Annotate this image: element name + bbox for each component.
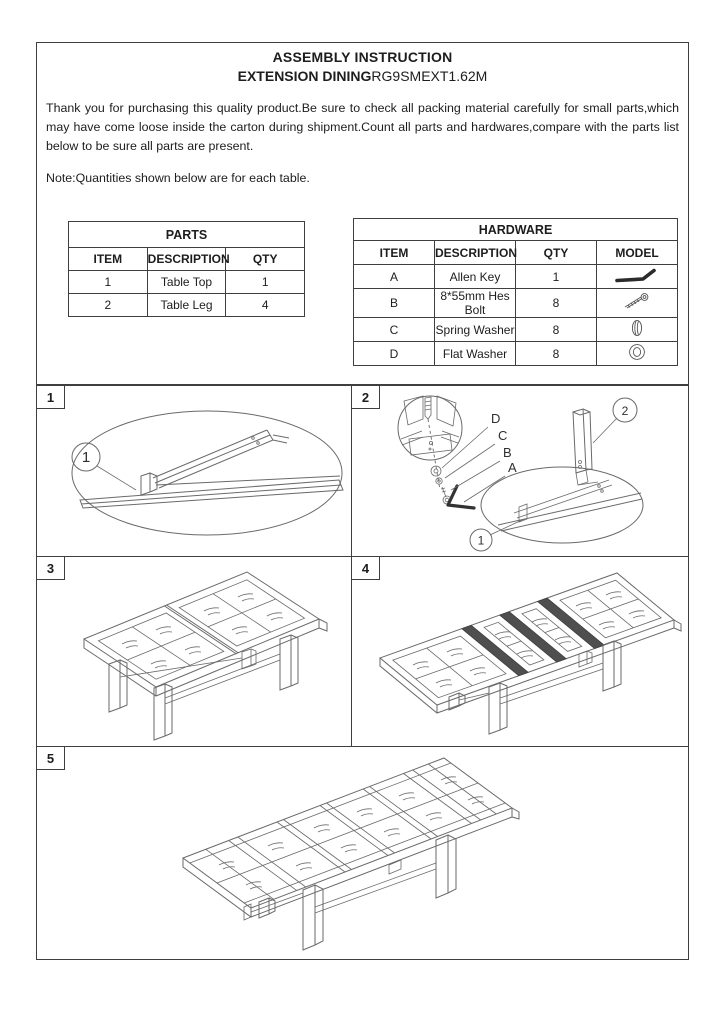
step-5-panel — [36, 746, 689, 960]
page-title: ASSEMBLY INSTRUCTION — [272, 49, 453, 65]
hardware-cell-qty: 8 — [516, 289, 597, 318]
hardware-header-qty: QTY — [516, 241, 597, 265]
step1-drawing — [37, 386, 351, 556]
svg-text:C: C — [498, 428, 508, 443]
step-number-badge: 4 — [351, 556, 380, 580]
table-corner-ellipse — [481, 467, 643, 543]
parts-header-description: DESCRIPTION — [147, 248, 226, 271]
hardware-stack — [431, 466, 474, 508]
page-subtitle — [37, 68, 688, 84]
hardware-cell-model — [597, 342, 678, 366]
hardware-cell-qty: 8 — [516, 318, 597, 342]
table-row — [69, 294, 305, 317]
step-1-panel — [36, 385, 352, 557]
table-row — [354, 342, 678, 366]
step2-drawing — [352, 386, 688, 556]
svg-text:1: 1 — [477, 533, 485, 548]
extension-gap — [538, 598, 605, 648]
step-number-badge: 2 — [351, 385, 380, 409]
header-section — [36, 42, 689, 385]
table-row — [354, 219, 678, 241]
table-top — [380, 573, 681, 713]
table-row — [354, 318, 678, 342]
hardware-cell-model — [597, 265, 678, 289]
hardware-cell-description: Spring Washer — [435, 318, 516, 342]
hardware-cell-model — [597, 318, 678, 342]
hardware-cell-qty: 1 — [516, 265, 597, 289]
svg-text:B: B — [503, 445, 512, 460]
hardware-cell-item: B — [354, 289, 435, 318]
magnified-bracket-detail — [398, 396, 462, 490]
parts-cell-description: Table Leg — [147, 294, 226, 317]
table-row — [354, 289, 678, 318]
step-number-badge: 3 — [36, 556, 65, 580]
hardware-cell-model — [597, 289, 678, 318]
hardware-header-item: ITEM — [354, 241, 435, 265]
table-frame-corner-detail — [80, 430, 343, 508]
hex-bolt-icon — [607, 292, 667, 311]
parts-cell-item: 2 — [69, 294, 148, 317]
hardware-table — [353, 218, 678, 366]
hardware-cell-description: 8*55mm Hes Bolt — [435, 289, 516, 318]
step-number-badge: 1 — [36, 385, 65, 409]
svg-text:A: A — [508, 460, 517, 475]
table-top — [183, 758, 519, 917]
hardware-header-model: MODEL — [597, 241, 678, 265]
step-3-panel — [36, 556, 352, 747]
hardware-cell-item: A — [354, 265, 435, 289]
step5-drawing-table-fully-extended — [37, 747, 688, 959]
part2-callout — [593, 398, 637, 443]
table-legs — [109, 635, 298, 740]
note-text: Note:Quantities shown below are for each table. — [46, 170, 310, 185]
svg-text:2: 2 — [621, 404, 629, 418]
table-legs — [449, 641, 621, 734]
step-4-panel — [351, 556, 689, 747]
table-row — [354, 241, 678, 265]
table-legs — [244, 835, 456, 950]
parts-table-title: PARTS — [69, 222, 305, 248]
hardware-header-description: DESCRIPTION — [435, 241, 516, 265]
hardware-cell-qty: 8 — [516, 342, 597, 366]
subtitle-model-code: RG9SMEXT1.62M — [371, 68, 488, 84]
svg-text:1: 1 — [81, 449, 91, 466]
table-row — [69, 222, 305, 248]
hardware-cell-description: Flat Washer — [435, 342, 516, 366]
part1-callout — [72, 443, 136, 490]
step-number-badge: 5 — [36, 746, 65, 770]
hardware-table-title: HARDWARE — [354, 219, 678, 241]
parts-header-item: ITEM — [69, 248, 148, 271]
svg-text:D: D — [491, 411, 501, 426]
parts-table — [68, 221, 305, 317]
allen-key-icon — [607, 266, 667, 285]
table-leg — [573, 409, 592, 485]
step3-drawing-table-closed — [37, 557, 351, 746]
hardware-cell-item: D — [354, 342, 435, 366]
parts-cell-qty: 4 — [226, 294, 305, 317]
parts-cell-item: 1 — [69, 271, 148, 294]
table-row — [69, 271, 305, 294]
part1-callout — [470, 519, 524, 551]
hardware-cell-description: Allen Key — [435, 265, 516, 289]
spring-washer — [436, 478, 442, 484]
hardware-cell-item: C — [354, 318, 435, 342]
table-row — [354, 265, 678, 289]
step4-drawing-table-extended-open — [352, 557, 688, 746]
table-row — [69, 248, 305, 271]
magnifier-ellipse — [72, 411, 342, 535]
extension-gap — [462, 625, 528, 675]
parts-cell-description: Table Top — [147, 271, 226, 294]
step-2-panel — [351, 385, 689, 557]
parts-cell-qty: 1 — [226, 271, 305, 294]
subtitle-product-name: EXTENSION DINING — [237, 68, 372, 84]
spring-washer-icon — [607, 318, 667, 338]
intro-paragraph: Thank you for purchasing this quality product.Be sure to check all packing material carefully for small parts,which may have come loose inside the carton during shipment.Count all parts and hardwares,compare with the parts list below to be sure all parts are present. — [46, 101, 679, 153]
parts-header-qty: QTY — [226, 248, 305, 271]
flat-washer-icon — [607, 342, 667, 362]
